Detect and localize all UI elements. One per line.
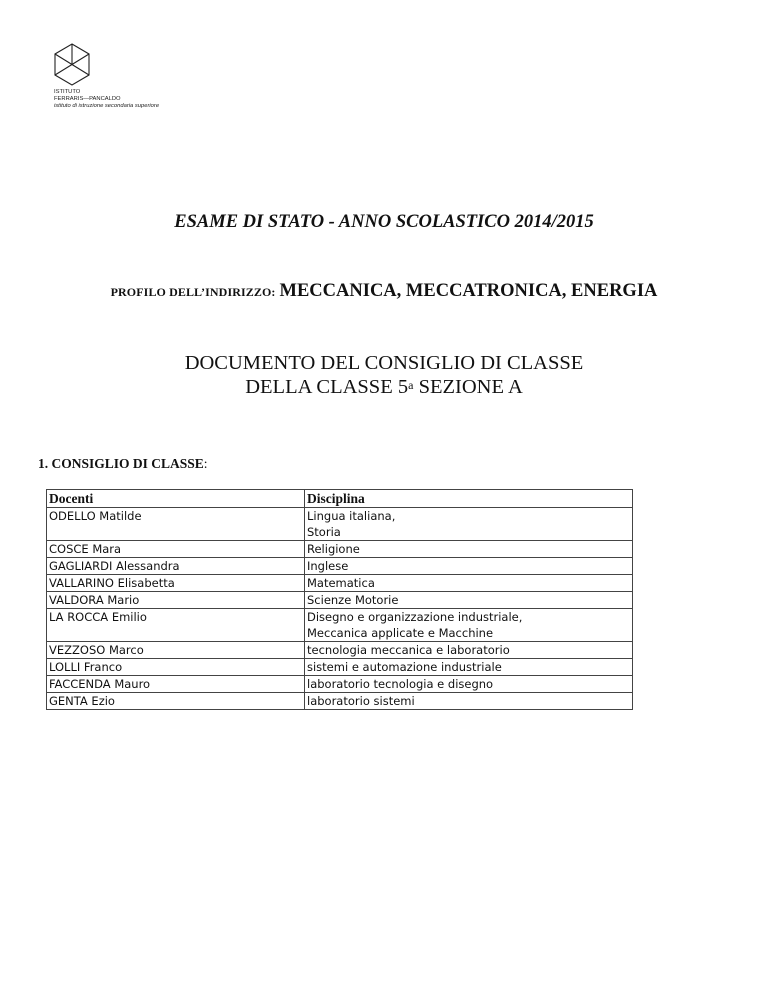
- docente-cell: COSCE Mara: [47, 541, 305, 558]
- class-council-table: [46, 489, 633, 710]
- table-header-row: [47, 490, 633, 508]
- logo-line-institute: ISTITUTO: [54, 89, 81, 95]
- docente-cell: LOLLI Franco: [47, 659, 305, 676]
- docente-cell: GAGLIARDI Alessandra: [47, 558, 305, 575]
- profile-value: MECCANICA, MECCATRONICA, ENERGIA: [279, 281, 658, 301]
- profile-label: PROFILO DELL’INDIRIZZO:: [110, 285, 276, 299]
- docente-cell: VALLARINO Elisabetta: [47, 575, 305, 592]
- disciplina-cell: laboratorio tecnologia e disegno: [305, 676, 633, 693]
- section-title: 1. CONSIGLIO DI CLASSE: [38, 456, 204, 471]
- header-docenti: Docenti: [47, 490, 305, 508]
- logo-line-name: FERRARIS—PANCALDO: [54, 96, 121, 102]
- class-prefix: DELLA CLASSE 5: [245, 376, 409, 398]
- disciplina-cell: laboratorio sistemi: [305, 693, 633, 710]
- table-row: [47, 508, 633, 525]
- document-title: [0, 351, 768, 399]
- docente-cell: GENTA Ezio: [47, 693, 305, 710]
- table-row: [47, 659, 633, 676]
- docente-cell: FACCENDA Mauro: [47, 676, 305, 693]
- table-row: [47, 558, 633, 575]
- table-row: [47, 609, 633, 626]
- cube-logo-icon: [52, 42, 92, 88]
- disciplina-cell: Disegno e organizzazione industriale,: [305, 609, 633, 626]
- profile-line: [0, 281, 768, 302]
- disciplina-cell: Lingua italiana,: [305, 508, 633, 525]
- disciplina-cell: sistemi e automazione industriale: [305, 659, 633, 676]
- section-heading: [38, 456, 208, 472]
- docente-cell: LA ROCCA Emilio: [47, 609, 305, 626]
- disciplina-cell: Religione: [305, 541, 633, 558]
- logo-text: [54, 89, 159, 110]
- exam-title: ESAME DI STATO - ANNO SCOLASTICO 2014/2015: [174, 212, 594, 232]
- disciplina-cell: Meccanica applicate e Macchine: [305, 625, 633, 642]
- document-title-line2: [0, 375, 768, 399]
- docente-cell: [47, 625, 305, 642]
- docente-cell: ODELLO Matilde: [47, 508, 305, 525]
- docente-cell: VALDORA Mario: [47, 592, 305, 609]
- class-superscript: a: [408, 378, 414, 392]
- table-row: [47, 524, 633, 541]
- table-row: [47, 642, 633, 659]
- disciplina-cell: tecnologia meccanica e laboratorio: [305, 642, 633, 659]
- docente-cell: VEZZOSO Marco: [47, 642, 305, 659]
- disciplina-cell: Matematica: [305, 575, 633, 592]
- section-colon: :: [203, 456, 208, 471]
- table-row: [47, 592, 633, 609]
- table-row: [47, 676, 633, 693]
- document-title-line1: DOCUMENTO DEL CONSIGLIO DI CLASSE: [184, 352, 584, 374]
- disciplina-cell: Scienze Motorie: [305, 592, 633, 609]
- docente-cell: [47, 524, 305, 541]
- table-row: [47, 541, 633, 558]
- table-row: [47, 575, 633, 592]
- school-logo: [52, 42, 182, 117]
- class-suffix: SEZIONE A: [413, 376, 523, 398]
- disciplina-cell: Storia: [305, 524, 633, 541]
- table-row: [47, 625, 633, 642]
- disciplina-cell: Inglese: [305, 558, 633, 575]
- header-disciplina: Disciplina: [305, 490, 633, 508]
- logo-line-subtitle: istituto di istruzione secondaria superiore: [54, 103, 160, 109]
- table-row: [47, 693, 633, 710]
